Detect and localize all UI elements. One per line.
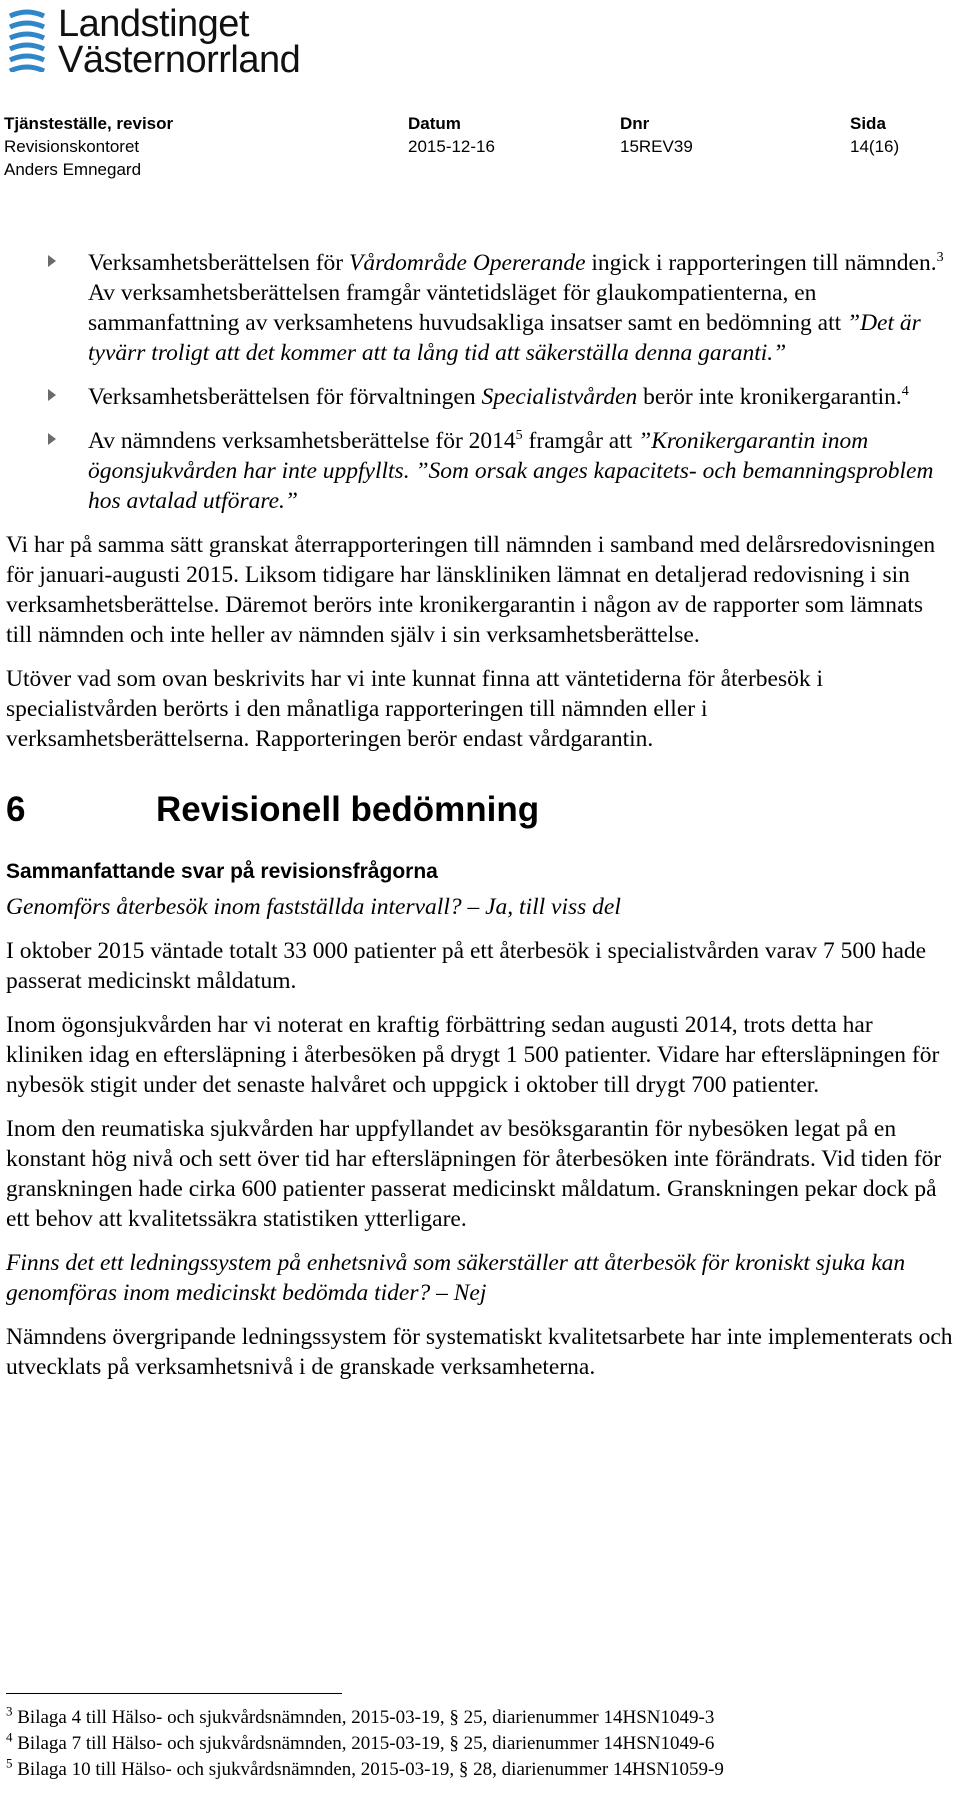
footnote-number: 5 [6,1755,13,1771]
bullet-text: Verksamhetsberättelsen för förvaltningen [88,384,482,410]
paragraph: Inom den reumatiska sjukvården har uppfyllandet av besöksgarantin för nybesöken legat på en konstant hög nivå och sett över tid har eftersläpningen för återbesöken inte förändrats. Vid tiden för granskningen hade cirka 600 patienter passerat medicinskt måldatum. Granskningen pekar dock på ett behov att kvalitetssäkra statistiken ytterligare. [6,1116,942,1232]
footnote-text: Bilaga 10 till Hälso- och sjukvårdsnämnden, 2015-03-19, § 28, diarienummer 14HSN1059-9 [12,1759,724,1780]
footnote-number: 3 [6,1703,13,1719]
bullet-quote: ”Det är tyvärr troligt att det kommer att ta lång tid att säkerställa denna garanti.” [88,310,921,366]
meta-page-column [850,112,899,158]
meta-office-value: Revisionskontoret [4,137,140,156]
footnote-text: Bilaga 4 till Hälso- och sjukvårdsnämnden, 2015-03-19, § 25, diarienummer 14HSN1049-3 [12,1707,715,1728]
bullet-text: berör inte kronikergarantin. [637,384,902,410]
paragraph: Inom ögonsjukvården har vi noterat en kraftig förbättring sedan augusti 2014, trots detta har kliniken idag en eftersläpning i återbesöken på drygt 1 500 patienter. Vidare har eftersläpningen för nybesök stigit under det senaste halvåret och uppgick i oktober till drygt 700 patienter. [6,1012,940,1098]
footnotes [6,1705,956,1783]
meta-date-column [408,112,495,158]
paragraph: I oktober 2015 väntade totalt 33 000 patienter på ett återbesök i specialistvården varav 7 500 hade passerat medicinskt måldatum. [6,938,927,994]
meta-dnr-column [620,112,693,158]
meta-dnr-label: Dnr [620,114,650,133]
section-heading [6,788,954,832]
bullet-quote: ”Kronikergarantin inom ögonsjukvården har inte uppfyllts. ”Som orsak anges kapacitets- och bemanningsproblem hos avtalad utförare.” [88,428,934,514]
paragraph: Vi har på samma sätt granskat återrapporteringen till nämnden i samband med delårsredovisningen för januari-augusti 2015. Liksom tidigare har länskliniken lämnat en detaljerad redovisning i sin verksamhetsberättelse. Däremot berörs inte kronikergarantin i någon av de rapporter som lämnats till nämnden och inte heller av nämnden själv i sin verksamhetsberättelse. [6,532,936,648]
section-number: 6 [6,790,26,829]
bullet-text-italic: Vårdområde Opererande [349,250,586,276]
list-item [6,426,954,516]
footnote-ref: 5 [515,428,523,444]
bullet-triangle-icon [48,255,56,267]
list-item [6,382,954,412]
bullet-text: framgår att [522,428,639,454]
document-body [6,248,954,1396]
footnote-ref: 3 [936,250,944,266]
meta-office-label: Tjänsteställe, revisor [4,114,174,133]
paragraph: Utöver vad som ovan beskrivits har vi inte kunnat finna att väntetiderna för återbesök i specialistvården berörts i den månatliga rapporteringen till nämnden eller i verksamhetsberättelserna. Rapporteringen berör endast vårdgarantin. [6,666,824,752]
org-name-line2: Västernorrland [58,39,301,81]
logo [4,3,301,81]
footnote-number: 4 [6,1729,13,1745]
org-name-line1: Landstinget [58,3,249,45]
bullet-triangle-icon [48,389,56,401]
footnote-ref: 4 [901,384,909,400]
footnote-text: Bilaga 7 till Hälso- och sjukvårdsnämnden, 2015-03-19, § 25, diarienummer 14HSN1049-6 [12,1733,715,1754]
bullet-triangle-icon [48,433,56,445]
bullet-text: Verksamhetsberättelsen för [88,250,350,276]
audit-question: Genomförs återbesök inom fastställda intervall? – Ja, till viss del [6,894,621,920]
paragraph: Nämndens övergripande ledningssystem för systematiskt kvalitetsarbete har inte implementerats och utvecklats på verksamhetsnivå i de granskade verksamheterna. [6,1324,953,1380]
section-title: Revisionell bedömning [156,790,540,829]
audit-question: Finns det ett ledningssystem på enhetsnivå som säkerställer att återbesök för kroniskt sjuka kan genomföras inom medicinskt bedömda tider? – Nej [6,1250,906,1306]
bullet-text: ingick i rapporteringen till nämnden. [585,250,937,276]
bullet-text-italic: Specialistvården [481,384,638,410]
bullet-text: Av nämndens verksamhetsberättelse för 2014 [88,428,516,454]
meta-dnr-value: 15REV39 [620,137,693,156]
meta-page-value: 14(16) [850,137,900,156]
logo-icon [4,6,50,72]
meta-page-label: Sida [850,114,886,133]
meta-date-label: Datum [408,114,461,133]
bullet-text: Av verksamhetsberättelsen framgår väntetidsläget för glaukompatienterna, en sammanfattning av verksamhetens huvudsakliga insatser samt en bedömning att [88,280,847,336]
meta-author-column [4,112,173,181]
subsection-heading: Sammanfattande svar på revisionsfrågorna [6,860,438,883]
meta-date-value: 2015-12-16 [408,137,495,156]
list-item [6,248,954,368]
meta-author-value: Anders Emnegard [4,160,142,179]
footnote [6,1731,956,1757]
footnote [6,1705,956,1731]
footnote [6,1757,956,1783]
footnote-divider [6,1693,342,1694]
